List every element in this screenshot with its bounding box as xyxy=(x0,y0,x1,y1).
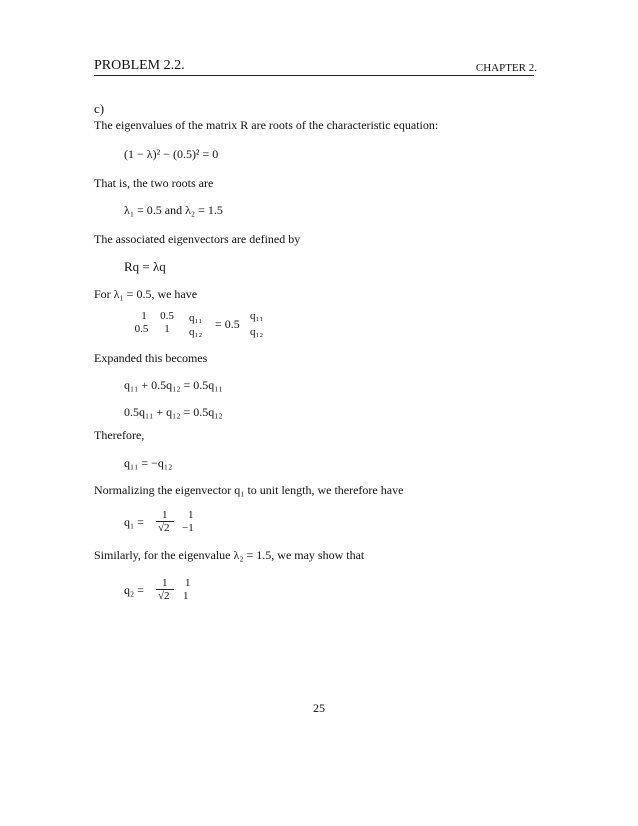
therefore-text: Therefore, xyxy=(94,428,145,442)
expanded-text: Expanded this becomes xyxy=(94,351,208,365)
q1-lhs: q₁ = xyxy=(124,515,144,529)
q2-lhs: q₂ = xyxy=(124,583,144,597)
q2-denominator: √2 xyxy=(158,590,170,602)
intro-text: The eigenvalues of the matrix R are roots of the characteristic equation: xyxy=(94,118,439,132)
q1-numerator: 1 xyxy=(162,509,168,521)
therefore-equation: q₁₁ = −q₁₂ xyxy=(124,456,173,470)
associated-text: The associated eigenvectors are defined by xyxy=(94,232,301,246)
matrix-cell: 0.5 xyxy=(134,323,149,335)
vector-cell: q₁₁ xyxy=(250,310,264,322)
expanded-equation-1: q₁₁ + 0.5q₁₂ = 0.5q₁₁ xyxy=(124,378,223,392)
eigen-definition: Rq = λq xyxy=(124,259,166,274)
vector-cell: q₁₁ xyxy=(189,312,203,324)
header-chapter: CHAPTER 2. xyxy=(475,62,537,74)
q1-vector-top: 1 xyxy=(188,509,194,521)
roots-equation: λ₁ = 0.5 and λ₂ = 1.5 xyxy=(124,203,223,217)
section-label: c) xyxy=(94,101,105,116)
vector-cell: q₁₂ xyxy=(189,326,203,338)
matrix-cell: 1 xyxy=(164,323,170,335)
header-title: PROBLEM 2.2. xyxy=(94,58,185,73)
q1-denominator: √2 xyxy=(158,522,170,534)
matrix-equals: = 0.5 xyxy=(215,317,240,331)
header-rule xyxy=(94,75,534,76)
for-lambda1-text: For λ₁ = 0.5, we have xyxy=(94,287,198,301)
q1-vector-bottom: −1 xyxy=(182,522,194,534)
characteristic-equation: (1 − λ)² − (0.5)² = 0 xyxy=(124,147,219,161)
vector-cell: q₁₂ xyxy=(250,326,264,338)
normalizing-text: Normalizing the eigenvector q₁ to unit length, we therefore have xyxy=(94,483,404,497)
q2-numerator: 1 xyxy=(162,577,168,589)
q2-vector-bottom: 1 xyxy=(183,590,189,602)
expanded-equation-2: 0.5q₁₁ + q₁₂ = 0.5q₁₂ xyxy=(124,405,223,419)
two-roots-text: That is, the two roots are xyxy=(94,176,214,190)
matrix-cell: 1 xyxy=(141,310,147,322)
matrix-cell: 0.5 xyxy=(160,310,174,322)
similarly-text: Similarly, for the eigenvalue λ₂ = 1.5, we may show that xyxy=(94,548,365,562)
q2-vector-top: 1 xyxy=(185,577,191,589)
page-number: 25 xyxy=(313,701,325,715)
